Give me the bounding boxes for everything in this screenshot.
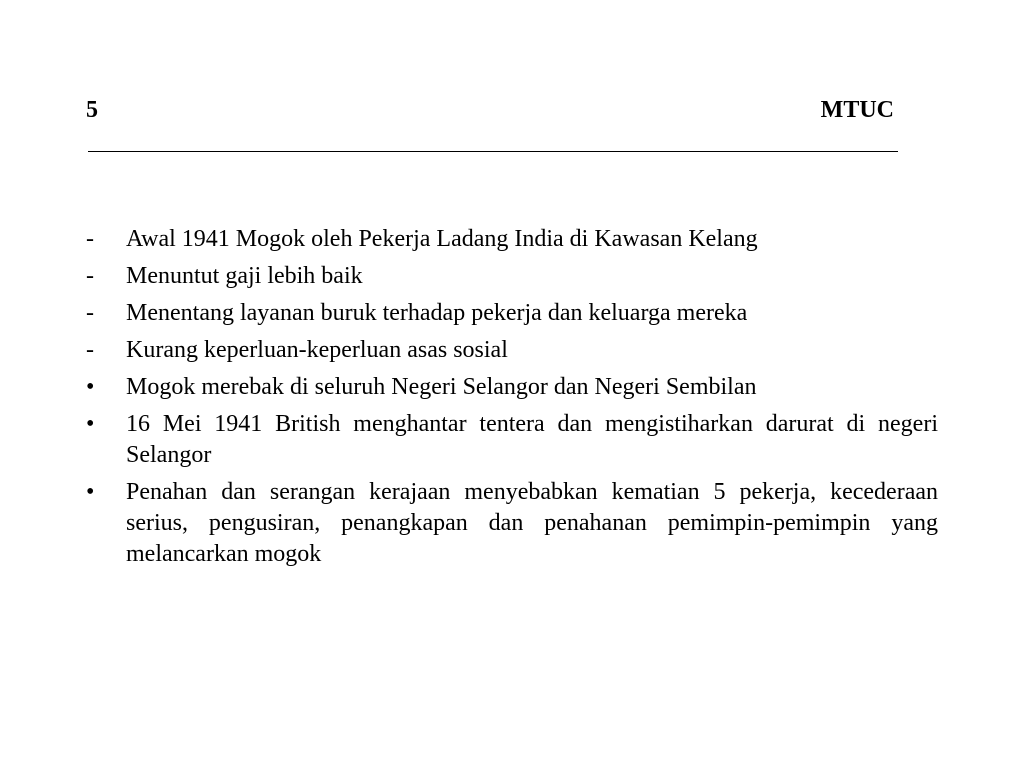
list-item	[86, 298, 938, 329]
header-divider	[88, 151, 898, 152]
list-item	[86, 335, 938, 366]
dash-marker: -	[86, 263, 94, 289]
dash-marker: -	[86, 226, 94, 252]
list-item	[86, 477, 938, 570]
dash-marker: -	[86, 300, 94, 326]
bullet-marker: •	[86, 411, 95, 437]
list-item	[86, 261, 938, 292]
list-item-text: Kurang keperluan-keperluan asas sosial	[126, 337, 508, 363]
list-item-text: 16 Mei 1941 British menghantar tentera dan mengistiharkan darurat di negeri Selangor	[126, 411, 938, 468]
page-number: 5	[86, 97, 98, 123]
list-item	[86, 372, 938, 403]
slide-title: MTUC	[820, 97, 894, 123]
bullet-list	[86, 224, 938, 576]
slide-header	[86, 92, 894, 128]
bullet-marker: •	[86, 374, 95, 400]
list-item-text: Menentang layanan buruk terhadap pekerja dan keluarga mereka	[126, 300, 748, 326]
list-item-text: Menuntut gaji lebih baik	[126, 263, 363, 289]
bullet-marker: •	[86, 479, 95, 505]
list-item-text: Penahan dan serangan kerajaan menyebabkan kematian 5 pekerja, kecederaan serius, pengusiran, penangkapan dan penahanan pemimpin-pemimpin yang melancarkan mogok	[126, 479, 938, 567]
dash-marker: -	[86, 337, 94, 363]
list-item	[86, 409, 938, 471]
list-item-text: Mogok merebak di seluruh Negeri Selangor dan Negeri Sembilan	[126, 374, 757, 400]
list-item-text: Awal 1941 Mogok oleh Pekerja Ladang India di Kawasan Kelang	[126, 226, 758, 252]
list-item	[86, 224, 938, 255]
